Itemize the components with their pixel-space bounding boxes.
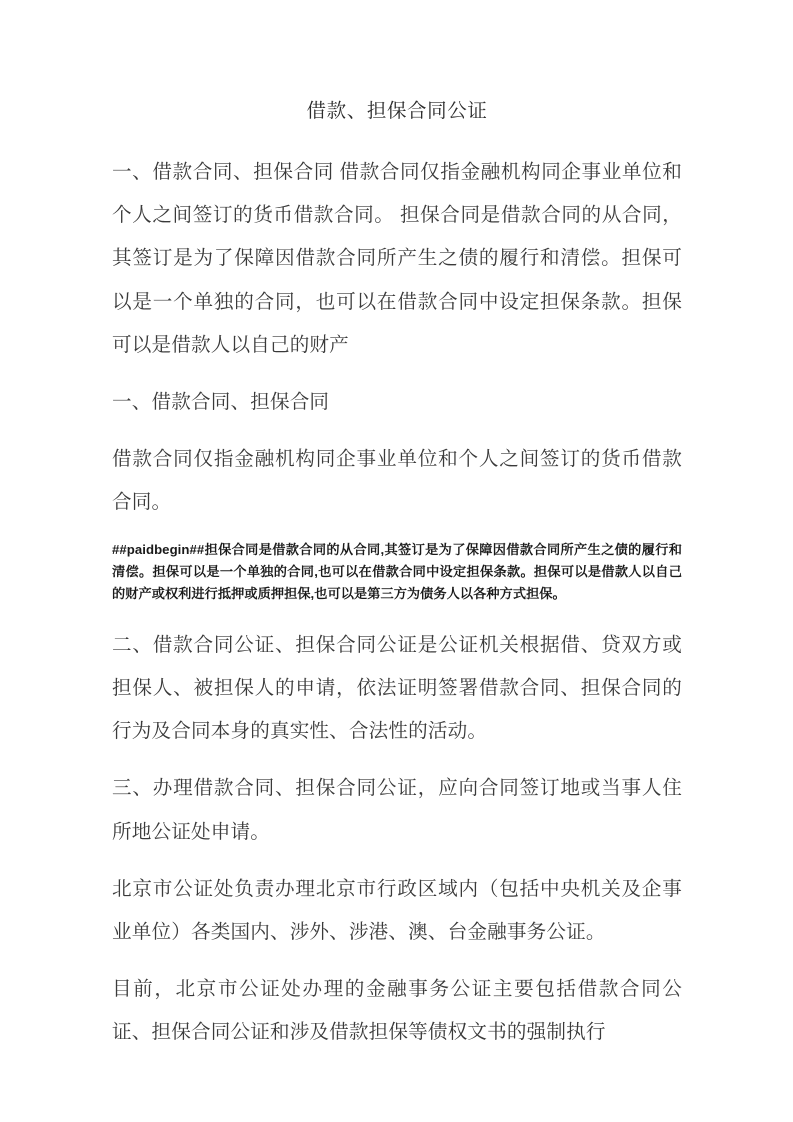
document-text-column — [112, 95, 682, 1055]
paragraph-3: 借款合同仅指金融机构同企事业单位和个人之间签订的货币借款合同。 — [112, 449, 682, 514]
paragraph-5: 二、借款合同公证、担保合同公证是公证机关根据借、贷双方或担保人、被担保人的申请，依法证明签署借款合同、担保合同的行为及合同本身的真实性、合法性的活动。 — [112, 634, 682, 743]
paragraph-1: 一、借款合同、担保合同 借款合同仅指金融机构同企事业单位和个人之间签订的货币借款合同。 担保合同是借款合同的从合同，其签订是为了保障因借款合同所产生之债的履行和清偿。担保可以是一个单独的合同，也可以在借款合同中设定担保条款。担保可以是借款人以自己的财产 — [112, 162, 682, 356]
paragraph-4-smallprint-text: 担保合同是借款合同的从合同,其签订是为了保障因借款合同所产生之债的履行和清偿。担保可以是一个单独的合同,也可以在借款合同中设定担保条款。担保可以是借款人以自己的财产或权利进行抵押或质押担保,也可以是第三方为债务人以各种方式担保。 — [112, 541, 682, 602]
paidbegin-marker: ##paidbegin## — [112, 541, 205, 557]
paragraph-7: 北京市公证处负责办理北京市行政区域内（包括中央机关及企事业单位）各类国内、涉外、涉港、澳、台金融事务公证。 — [112, 878, 682, 944]
paragraph-8: 目前，北京市公证处办理的金融事务公证主要包括借款合同公证、担保合同公证和涉及借款担保等债权文书的强制执行 — [112, 979, 682, 1044]
paragraph-2-section-heading: 一、借款合同、担保合同 — [112, 392, 330, 414]
paragraph-6: 三、办理借款合同、担保合同公证，应向合同签订地或当事人住所地公证处申请。 — [112, 778, 682, 843]
page-title: 借款、担保合同公证 — [306, 101, 488, 122]
paragraph-4-smallprint — [112, 539, 682, 606]
